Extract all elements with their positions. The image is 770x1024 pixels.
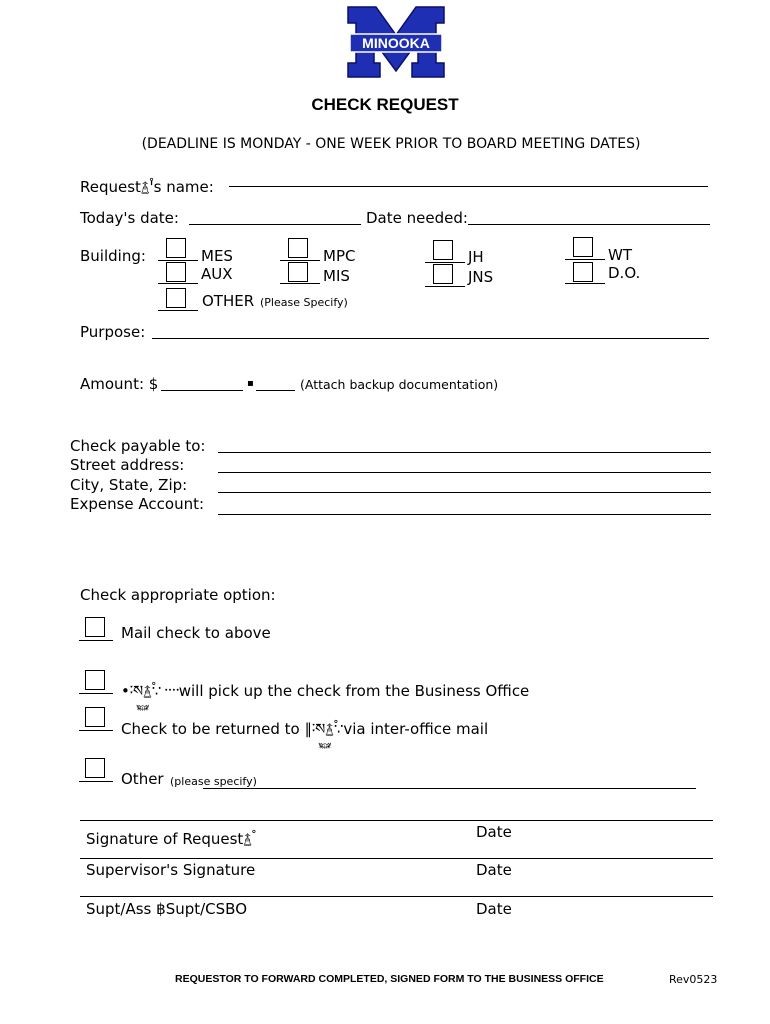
option-pickup: •࿒ས࿄ཾ࿆∵᠁will pick up the check from the Business Office xyxy=(121,682,530,700)
amount-cents-line[interactable] xyxy=(256,390,295,391)
building-mis: MIS xyxy=(323,267,350,285)
building-label: Building: xyxy=(80,247,146,265)
checkbox-do[interactable] xyxy=(573,262,593,282)
building-aux: AUX xyxy=(201,265,233,283)
street-label: Street address: xyxy=(70,456,185,474)
building-jh: JH xyxy=(468,248,484,266)
option-mail: Mail check to above xyxy=(121,624,271,642)
revision-code: Rev0523 xyxy=(669,973,718,986)
street-line[interactable] xyxy=(218,472,711,473)
date-needed-line[interactable] xyxy=(468,224,710,225)
date-needed-label: Date needed: xyxy=(366,209,468,227)
checkbox-jns[interactable] xyxy=(433,264,453,284)
signature-requestor-label: Signature of Request࿄ཾ xyxy=(86,830,252,848)
checkbox-pickup[interactable] xyxy=(85,670,105,690)
purpose-label: Purpose: xyxy=(80,323,146,341)
amount-note: (Attach backup documentation) xyxy=(300,377,499,392)
city-label: City, State, Zip: xyxy=(70,476,188,494)
building-jns: JNS xyxy=(468,268,494,286)
amount-label: Amount: $ xyxy=(80,375,159,393)
checkbox-mes[interactable] xyxy=(166,238,186,258)
payable-line[interactable] xyxy=(218,452,711,453)
building-wt: WT xyxy=(608,246,632,264)
expense-line[interactable] xyxy=(218,514,711,515)
city-line[interactable] xyxy=(218,492,711,493)
signature-supt-date-label: Date xyxy=(476,900,512,918)
signature-supervisor-date-label: Date xyxy=(476,861,512,879)
amount-decimal-dot: ▪ xyxy=(247,378,254,389)
option-other-note: (please specify) xyxy=(170,775,257,788)
checkbox-aux[interactable] xyxy=(166,262,186,282)
minooka-logo xyxy=(346,5,446,79)
building-do: D.O. xyxy=(608,264,641,282)
signature-supervisor-label: Supervisor's Signature xyxy=(86,861,256,879)
building-mes: MES xyxy=(201,247,233,265)
checkbox-mail[interactable] xyxy=(85,617,105,637)
checkbox-other-option[interactable] xyxy=(85,758,105,778)
building-mpc: MPC xyxy=(323,247,356,265)
today-date-label: Today's date: xyxy=(80,209,179,227)
expense-label: Expense Account: xyxy=(70,495,205,513)
checkbox-jh[interactable] xyxy=(433,240,453,260)
checkbox-mis[interactable] xyxy=(288,262,308,282)
footer-instruction: REQUESTOR TO FORWARD COMPLETED, SIGNED FORM TO THE BUSINESS OFFICE xyxy=(175,973,604,985)
signature-supt-label: Supt/Ass ฿Supt/CSBO xyxy=(86,900,248,918)
page-title: CHECK REQUEST xyxy=(311,95,459,114)
signature-requestor-line[interactable] xyxy=(80,858,713,859)
checkbox-wt[interactable] xyxy=(573,237,593,257)
building-other-note: (Please Specify) xyxy=(260,296,348,309)
signature-requestor-date-label: Date xyxy=(476,823,512,841)
signature-supervisor-line[interactable] xyxy=(80,896,713,897)
building-other: OTHER xyxy=(202,292,255,310)
option-return: Check to be returned to ∥࿒ས࿄ཾ࿆∵via inter-office mail xyxy=(121,720,489,738)
deadline-note: (DEADLINE IS MONDAY - ONE WEEK PRIOR TO BOARD MEETING DATES) xyxy=(141,136,641,152)
today-date-line[interactable] xyxy=(189,224,361,225)
option-other-line[interactable] xyxy=(203,788,696,789)
amount-dollars-line[interactable] xyxy=(161,390,243,391)
logo-text: MINOOKA xyxy=(362,35,430,51)
option-other: Other xyxy=(121,770,164,788)
purpose-line[interactable] xyxy=(152,338,709,339)
checkbox-other-building[interactable] xyxy=(166,288,186,308)
checkbox-mpc[interactable] xyxy=(288,238,308,258)
requestor-name-label: Request࿄ཾ's name: xyxy=(80,178,214,196)
requestor-name-line[interactable] xyxy=(229,186,708,187)
options-label: Check appropriate option: xyxy=(80,586,276,604)
payable-label: Check payable to: xyxy=(70,437,206,455)
checkbox-return[interactable] xyxy=(85,707,105,727)
